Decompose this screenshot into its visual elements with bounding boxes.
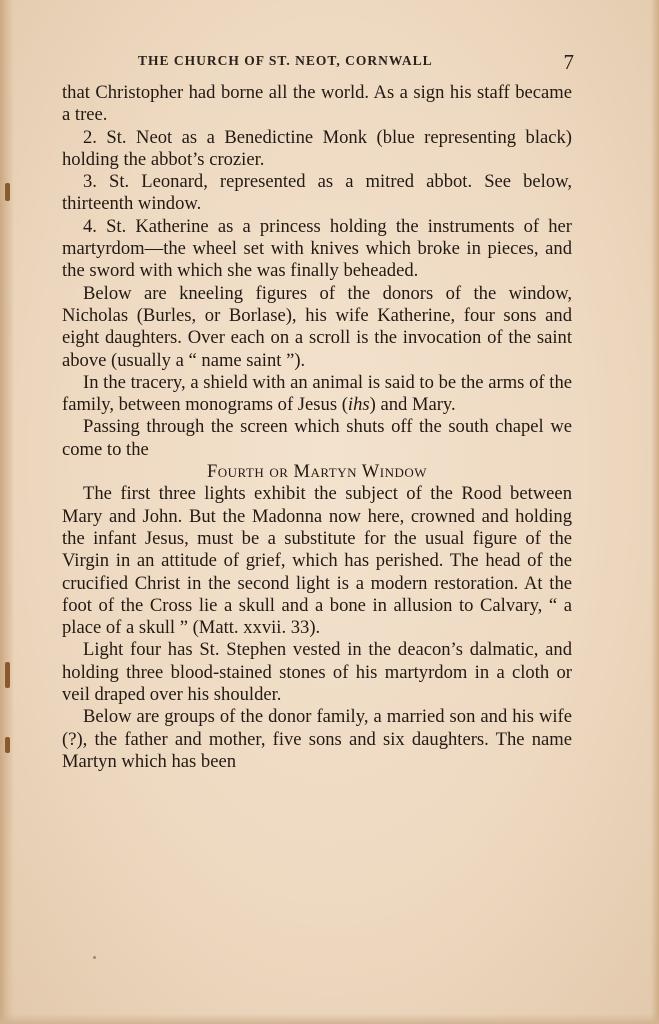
paragraph: 4. St. Katherine as a princess holding the instruments of her martyrdom—the wheel set with knives which broke in pieces, and the sword with which she was finally beheaded. [62, 215, 572, 282]
page-number: 7 [563, 50, 574, 74]
running-head: THE CHURCH OF ST. NEOT, CORNWALL [138, 53, 433, 68]
italic-monogram: ihs [347, 394, 370, 416]
paragraph: Light four has St. Stephen vested in the deacon’s dalmatic, and holding three blood-stained stones of his martyrdom in a cloth or veil draped over his shoulder. [62, 639, 572, 706]
paragraph: The first three lights exhibit the subject of the Rood between Mary and John. But the Madonna now here, crowned and holding the infant Jesus, must be a substitute for the usual figure of the Virgin in an attitude of grief, which has perished. The head of the crucified Christ in the second light is a modern restoration. At the foot of the Cross lie a skull and a bone in allusion to Calvary, “ a place of a skull ” (Matt. xxvii. 33). [62, 483, 572, 639]
paragraph: 2. St. Neot as a Benedictine Monk (blue representing black) holding the abbot’s crozier. [62, 126, 572, 170]
text-run: ) and Mary. [369, 394, 456, 416]
page-edge-shadow [651, 0, 659, 1024]
paragraph: 3. St. Leonard, represented as a mitred abbot. See below, thirteenth window. [62, 171, 572, 215]
paragraph: that Christopher had borne all the world. As a sign his staff became a tree. [62, 82, 572, 126]
page-gutter-shadow [0, 0, 14, 1024]
page-bottom-edge [0, 1014, 659, 1024]
text-run: In the tracery, a shield with an animal is said to be the arms of the family, between monograms of Jesus ( [62, 371, 572, 416]
paragraph [62, 372, 572, 417]
binding-stitch-mark [5, 183, 10, 201]
binding-stitch-mark [5, 737, 10, 753]
paragraph: Below are groups of the donor family, a married son and his wife (?), the father and mother, five sons and six daughters. The name Martyn which has been [62, 706, 572, 772]
paragraph: Below are kneeling figures of the donors of the window, Nicholas (Burles, or Borlase), his wife Katherine, four sons and eight daughters. Over each on a scroll is the invocation of the saint above (usually a “ name saint ”). [62, 282, 572, 371]
section-heading: Fourth or Martyn Window [206, 462, 428, 483]
binding-stitch-mark [5, 662, 10, 688]
page-header [62, 52, 574, 72]
page-text [62, 82, 572, 773]
paragraph: Passing through the screen which shuts off the south chapel we come to the [62, 416, 572, 460]
paper-speck [93, 956, 96, 959]
